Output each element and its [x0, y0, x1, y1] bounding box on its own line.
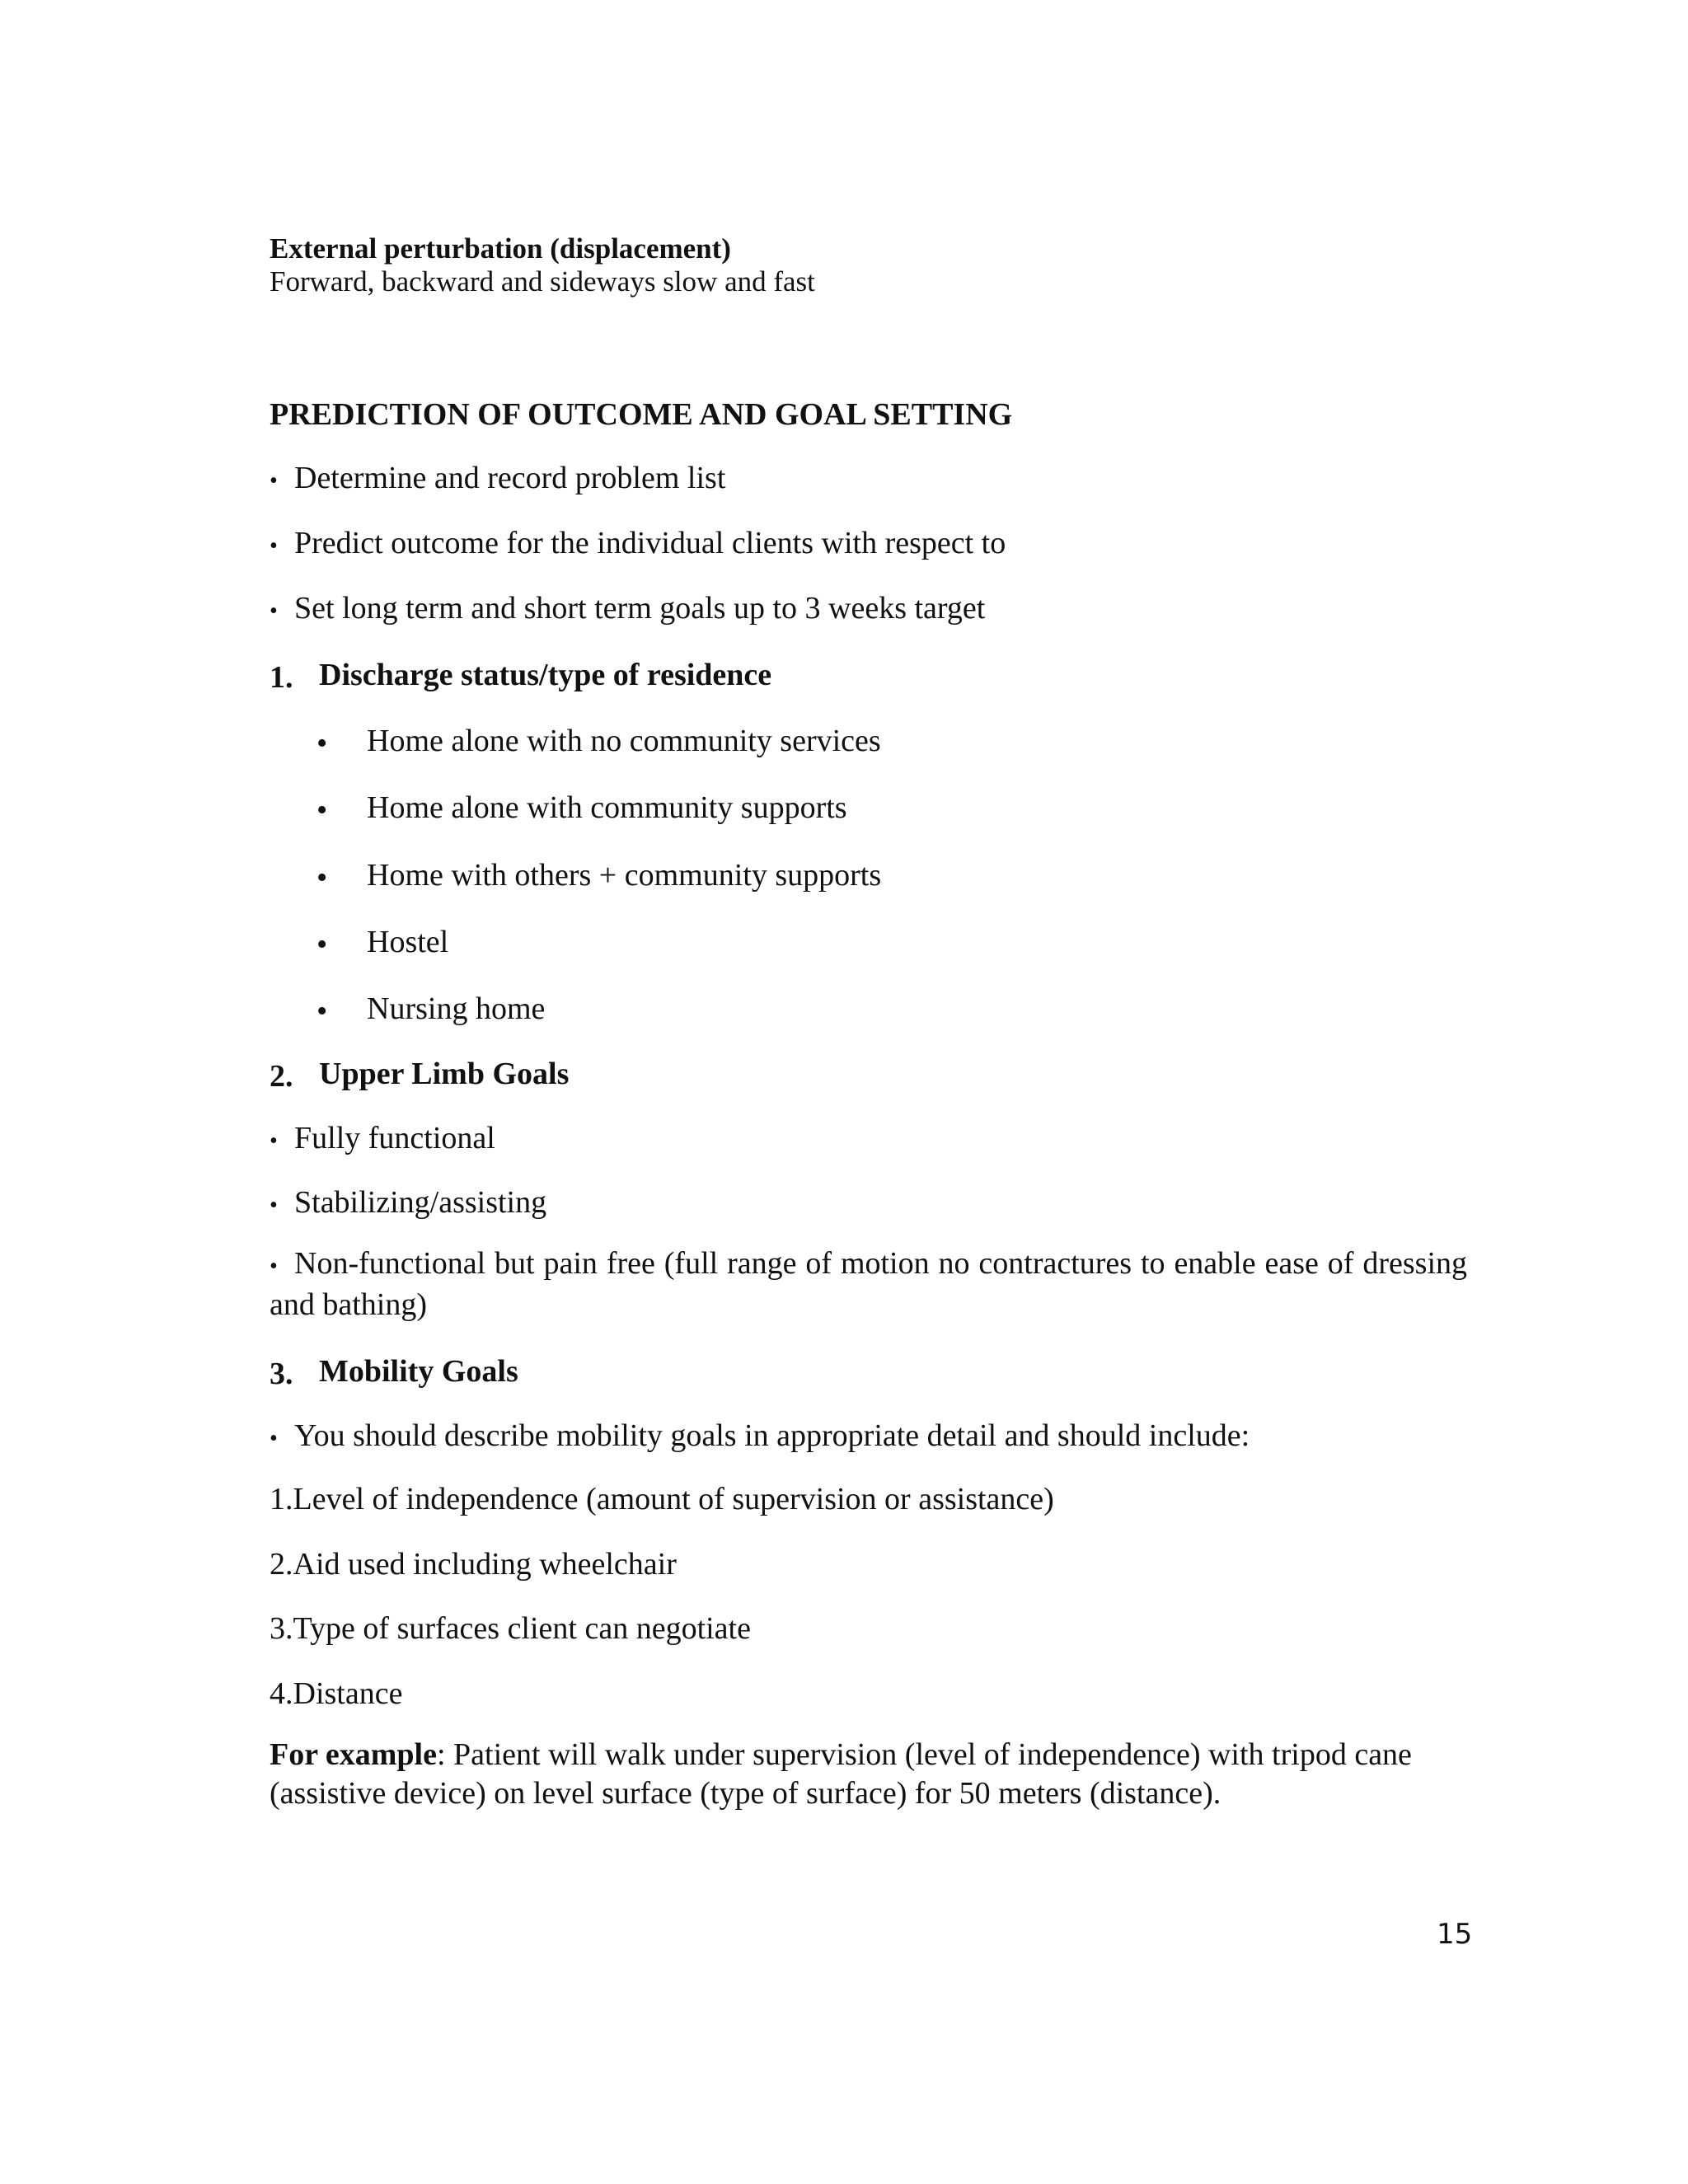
bullet-icon: • — [270, 533, 278, 559]
mobility-title: Mobility Goals — [319, 1354, 518, 1389]
bullet-icon: • — [316, 860, 328, 895]
bullet-icon: • — [316, 994, 328, 1029]
bullet-icon: • — [316, 793, 328, 827]
example-text: : Patient will walk under supervision (level of independence) with tripod cane (assistive device) on level surface (type of surface) for 50 meters (distance). — [270, 1737, 1412, 1811]
example-label: For example — [270, 1737, 437, 1772]
bullet-icon: • — [270, 1254, 278, 1279]
mobility-bullet-item: • You should describe mobility goals in appropriate detail and should include: — [270, 1418, 1250, 1453]
bullet-icon: • — [270, 598, 278, 624]
bullet-icon: • — [270, 1128, 278, 1154]
prediction-heading: PREDICTION OF OUTCOME AND GOAL SETTING — [270, 397, 1013, 432]
discharge-title: Discharge status/type of residence — [319, 658, 772, 692]
discharge-item: Home alone with no community services — [367, 724, 881, 758]
upper-limb-title: Upper Limb Goals — [319, 1057, 570, 1091]
external-perturbation-text: Forward, backward and sideways slow and fast — [270, 265, 815, 298]
prediction-bullet-item: • Determine and record problem list — [270, 461, 726, 495]
external-perturbation-title: External perturbation (displacement) — [270, 232, 731, 265]
discharge-item: Home with others + community supports — [367, 858, 882, 893]
prediction-bullet-item: • Set long term and short term goals up to 3 weeks target — [270, 591, 986, 626]
page-number: 15 — [1437, 1918, 1473, 1951]
upper-limb-item: • Non-functional but pain free (full range of motion no contractures to enable ease of dressing and bathing) — [270, 1246, 1467, 1322]
bullet-icon: • — [316, 726, 328, 761]
discharge-item: Nursing home — [367, 991, 546, 1026]
upper-limb-item: • Fully functional — [270, 1121, 495, 1155]
mobility-numbered-item: 4.Distance — [270, 1676, 403, 1711]
section-number: 1. — [270, 660, 293, 695]
example-paragraph — [270, 1736, 1467, 1813]
mobility-numbered-item: 1.Level of independence (amount of supervision or assistance) — [270, 1482, 1054, 1516]
mobility-numbered-item: 3.Type of surfaces client can negotiate — [270, 1611, 751, 1646]
discharge-item: Hostel — [367, 925, 449, 959]
prediction-bullet-item: • Predict outcome for the individual clients with respect to — [270, 526, 1006, 560]
upper-limb-item: • Stabilizing/assisting — [270, 1185, 547, 1220]
bullet-icon: • — [316, 927, 328, 962]
discharge-item: Home alone with community supports — [367, 790, 847, 825]
section-number: 3. — [270, 1357, 293, 1391]
section-number: 2. — [270, 1059, 293, 1094]
mobility-numbered-item: 2.Aid used including wheelchair — [270, 1547, 677, 1582]
bullet-icon: • — [270, 468, 278, 494]
bullet-icon: • — [270, 1426, 278, 1451]
bullet-icon: • — [270, 1193, 278, 1218]
